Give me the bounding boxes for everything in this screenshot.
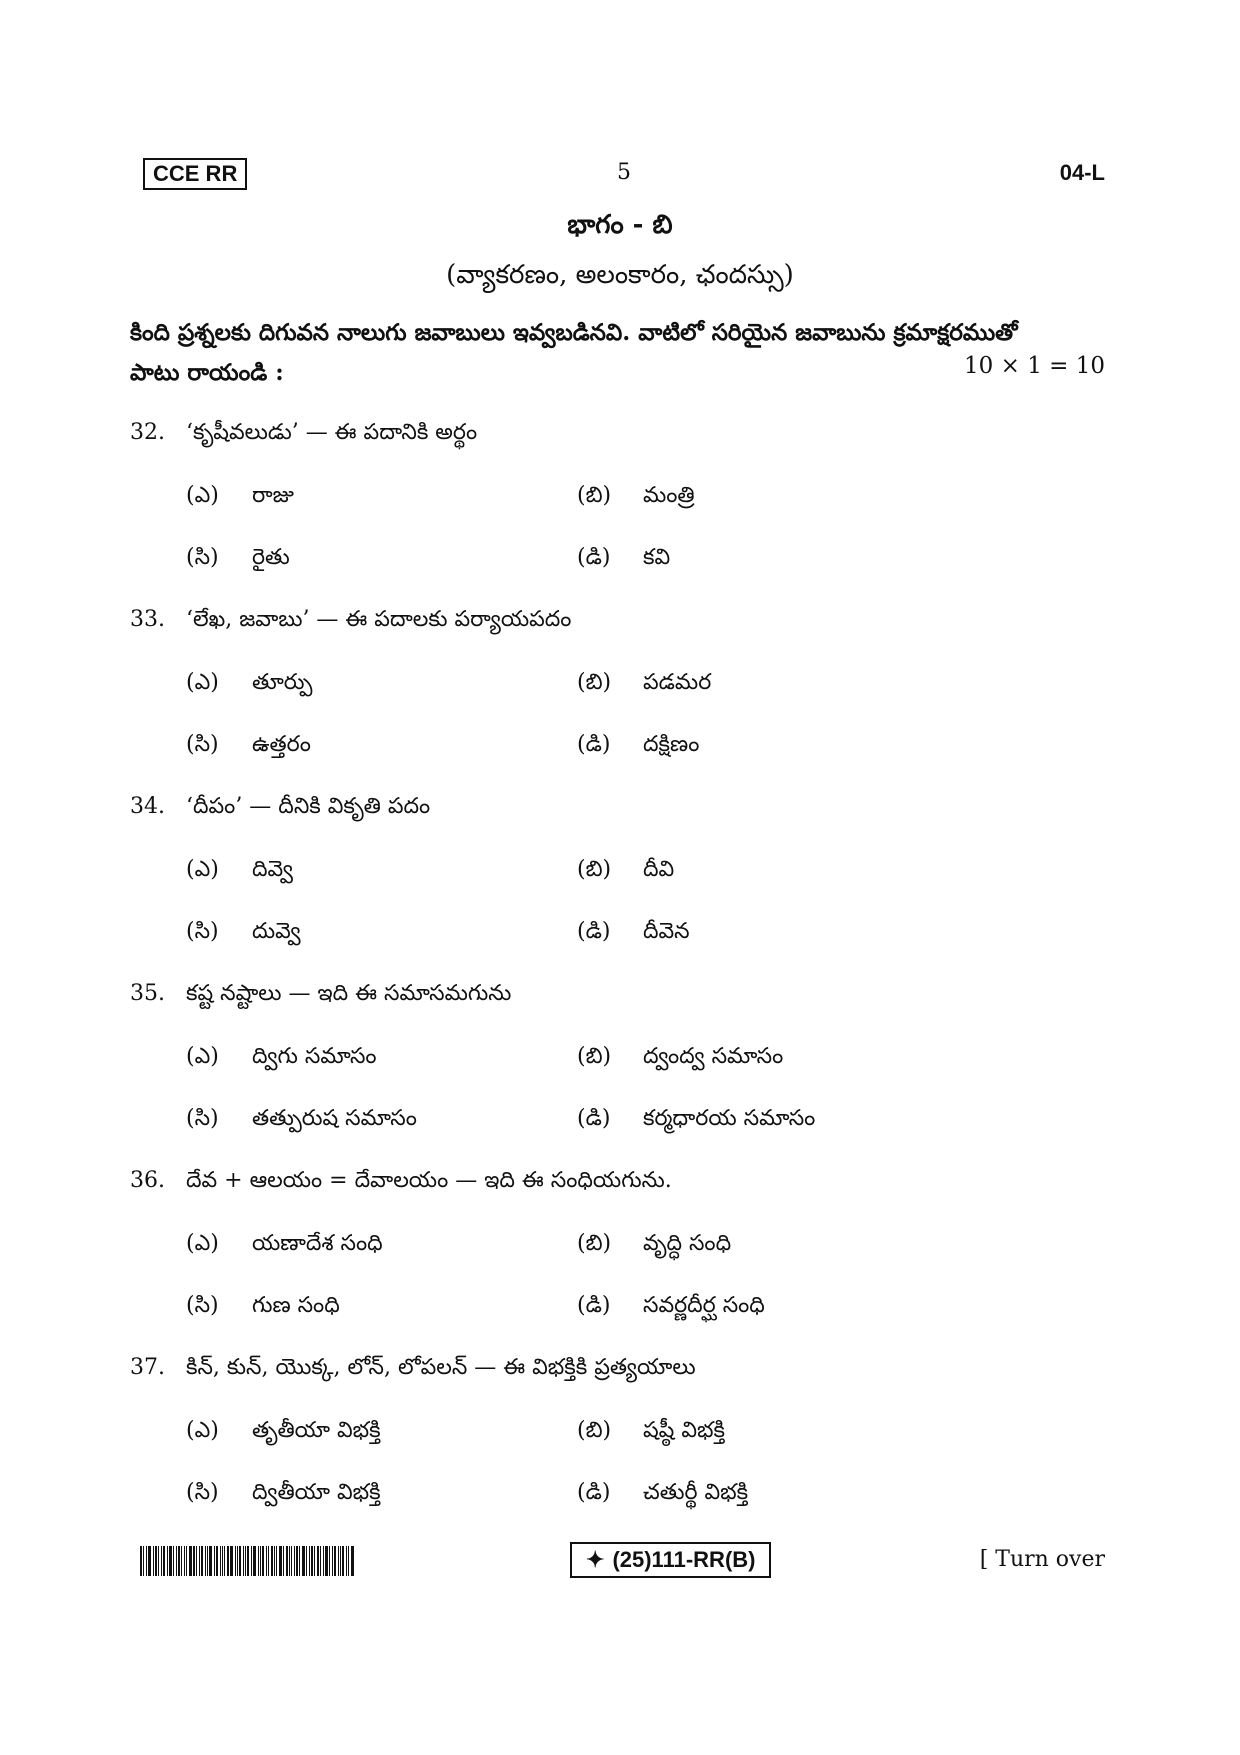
option-label: (బి) [577, 1418, 612, 1443]
question-text: కిన్, కున్, యొక్క, లోన్, లోపలన్ — ఈ విభక్తికి ప్రత్యయాలు [186, 1355, 696, 1380]
barcode-bar [245, 1546, 246, 1576]
barcode-bar [253, 1546, 256, 1576]
question-33 [130, 607, 1105, 794]
barcode-bar [283, 1546, 284, 1576]
exam-code-box: CCE RR [143, 158, 247, 190]
option-c [186, 1480, 381, 1510]
option-text: రాజు [252, 483, 294, 508]
star-icon: ✦ [586, 1547, 605, 1572]
option-label: (సి) [186, 1480, 219, 1505]
barcode-bar [167, 1546, 168, 1576]
page-number: 5 [617, 160, 631, 185]
option-label: (ఎ) [186, 1231, 219, 1256]
paper-code: 04-L [1059, 160, 1105, 185]
option-b [577, 1044, 783, 1074]
question-list [130, 420, 1105, 1542]
option-label: (సి) [186, 545, 219, 570]
barcode-bar [205, 1546, 206, 1576]
barcode-bar [320, 1546, 321, 1576]
section-title: భాగం - బి [567, 210, 673, 240]
option-text: దివ్వె [252, 857, 294, 882]
option-text: గుణ సంధి [252, 1293, 340, 1318]
option-label: (డి) [577, 545, 611, 570]
question-36 [130, 1168, 1105, 1355]
barcode-bar [332, 1546, 333, 1576]
barcode-bar [274, 1546, 275, 1576]
barcode-bar [148, 1546, 151, 1576]
option-c [186, 1106, 417, 1136]
barcode-bar [186, 1546, 187, 1576]
barcode-bar [340, 1546, 341, 1576]
instruction-line-1: కింది ప్రశ్నలకు దిగువన నాలుగు జవాబులు ఇవ్వబడినవి. వాటిలో సరియైన జవాబును క్రమాక్షరముతో [130, 319, 1018, 346]
option-b [577, 483, 695, 513]
question-32 [130, 420, 1105, 607]
option-text: పడమర [643, 670, 712, 695]
option-text: యణాదేశ సంధి [252, 1231, 383, 1256]
barcode-bar [294, 1546, 295, 1576]
barcode-bar [260, 1546, 261, 1576]
barcode-bar [178, 1546, 180, 1576]
option-text: కర్మధారయ సమాసం [643, 1106, 816, 1131]
option-text: చతుర్థీ విభక్తి [643, 1480, 749, 1505]
barcode-bar [276, 1546, 277, 1576]
barcode-bar [306, 1546, 307, 1576]
barcode-bar [268, 1546, 269, 1576]
option-label: (బి) [577, 1044, 612, 1069]
barcode-bar [207, 1546, 208, 1576]
marks-allocation: 10 × 1 = 10 [964, 353, 1105, 379]
barcode-bar [325, 1546, 328, 1576]
barcode-bar [311, 1546, 313, 1576]
option-label: (బి) [577, 670, 612, 695]
question-text: ‘కృషీవలుడు’ — ఈ పదానికి అర్థం [186, 420, 478, 445]
option-text: దీవెన [643, 919, 690, 944]
barcode-bar [169, 1546, 172, 1576]
page-footer [140, 1542, 1105, 1582]
barcode-bar [176, 1546, 177, 1576]
barcode-bar [189, 1546, 192, 1576]
barcode-bar [258, 1546, 259, 1576]
option-label: (బి) [577, 1231, 612, 1256]
option-label: (డి) [577, 732, 611, 757]
barcode-bar [299, 1546, 300, 1576]
question-text: ‘లేఖ, జవాబు’ — ఈ పదాలకు పర్యాయపదం [186, 607, 572, 632]
barcode-bar [163, 1546, 165, 1576]
question-number: 34. [130, 794, 165, 819]
option-a [186, 857, 293, 887]
question-text: కష్ట నష్టాలు — ఇది ఈ సమాసమగును [186, 981, 512, 1006]
option-text: ఉత్తరం [252, 732, 311, 757]
question-37 [130, 1355, 1105, 1542]
option-c [186, 919, 301, 949]
option-label: (సి) [186, 732, 219, 757]
barcode-bar [161, 1546, 162, 1576]
barcode-bar [153, 1546, 154, 1576]
option-text: ద్విగు సమాసం [252, 1044, 377, 1069]
instruction-line-2: పాటు రాయండి : [130, 359, 284, 386]
option-label: (సి) [186, 1293, 219, 1318]
barcode-bar [155, 1546, 157, 1576]
barcode-bar [342, 1546, 344, 1576]
option-text: ద్వితీయా విభక్తి [252, 1480, 381, 1505]
option-label: (డి) [577, 1480, 611, 1505]
barcode-bar [216, 1546, 218, 1576]
barcode [140, 1546, 376, 1576]
barcode-bar [247, 1546, 249, 1576]
barcode-bar [143, 1546, 144, 1576]
barcode-bar [227, 1546, 229, 1576]
barcode-bar [237, 1546, 238, 1576]
option-label: (సి) [186, 919, 219, 944]
option-text: దీవి [643, 857, 675, 882]
option-label: (ఎ) [186, 857, 219, 882]
barcode-bar [323, 1546, 324, 1576]
barcode-bar [296, 1546, 298, 1576]
barcode-bar [266, 1546, 267, 1576]
barcode-bar [158, 1546, 159, 1576]
option-label: (ఎ) [186, 670, 219, 695]
option-text: తూర్పు [252, 670, 313, 695]
instructions [130, 313, 1105, 393]
option-text: తత్పురుష సమాసం [252, 1106, 417, 1131]
option-a [186, 670, 312, 700]
option-d [577, 545, 670, 575]
barcode-bar [348, 1546, 349, 1576]
barcode-bar [220, 1546, 221, 1576]
series-code: (25)111-RR(B) [612, 1547, 756, 1572]
option-text: మంత్రి [643, 483, 695, 508]
option-d [577, 919, 690, 949]
barcode-bar [243, 1546, 244, 1576]
option-label: (ఎ) [186, 483, 219, 508]
option-d [577, 1106, 815, 1136]
option-text: దువ్వె [252, 919, 301, 944]
barcode-bar [289, 1546, 290, 1576]
option-label: (డి) [577, 1293, 611, 1318]
option-a [186, 1231, 383, 1261]
option-b [577, 1418, 725, 1448]
option-label: (సి) [186, 1106, 219, 1131]
barcode-bar [351, 1546, 354, 1576]
option-b [577, 857, 674, 887]
option-b [577, 1231, 731, 1261]
barcode-bar [201, 1546, 203, 1576]
option-a [186, 1044, 377, 1074]
option-label: (డి) [577, 919, 611, 944]
barcode-bar [146, 1546, 147, 1576]
option-label: (ఎ) [186, 1418, 219, 1443]
section-subtitle: (వ్యాకరణం, అలంకారం, ఛందస్సు) [446, 260, 794, 290]
barcode-bar [173, 1546, 174, 1576]
barcode-bar [224, 1546, 225, 1576]
option-text: తృతీయా విభక్తి [252, 1418, 381, 1443]
option-text: రైతు [252, 545, 290, 570]
barcode-bar [317, 1546, 319, 1576]
barcode-bar [235, 1546, 236, 1576]
option-label: (ఎ) [186, 1044, 219, 1069]
barcode-bar [181, 1546, 182, 1576]
barcode-bar [286, 1546, 288, 1576]
question-number: 37. [130, 1355, 165, 1380]
question-number: 33. [130, 607, 165, 632]
option-c [186, 1293, 340, 1323]
question-text: దేవ + ఆలయం = దేవాలయం — ఇది ఈ సంధియగును. [186, 1168, 672, 1193]
barcode-bar [279, 1546, 282, 1576]
option-text: షష్ఠీ విభక్తి [643, 1418, 725, 1443]
option-a [186, 1418, 381, 1448]
question-35 [130, 981, 1105, 1168]
barcode-bar [291, 1546, 292, 1576]
barcode-bar [222, 1546, 223, 1576]
option-label: (బి) [577, 857, 612, 882]
barcode-bar [230, 1546, 233, 1576]
option-d [577, 1480, 748, 1510]
option-label: (బి) [577, 483, 612, 508]
series-code-box [570, 1542, 771, 1578]
barcode-bar [184, 1546, 185, 1576]
barcode-bar [262, 1546, 264, 1576]
barcode-bar [346, 1546, 347, 1576]
barcode-bar [271, 1546, 273, 1576]
barcode-bar [251, 1546, 252, 1576]
option-a [186, 483, 294, 513]
turn-over-note: [ Turn over [979, 1547, 1105, 1572]
option-b [577, 670, 711, 700]
barcode-bar [196, 1546, 197, 1576]
option-d [577, 732, 699, 762]
barcode-bar [140, 1546, 142, 1576]
barcode-bar [199, 1546, 200, 1576]
option-text: దక్షిణం [643, 732, 700, 757]
barcode-bar [193, 1546, 195, 1576]
question-34 [130, 794, 1105, 981]
barcode-bar [214, 1546, 215, 1576]
barcode-bar [302, 1546, 305, 1576]
question-text: ‘దీపం’ — దీనికి వికృతి పదం [186, 794, 431, 819]
question-number: 32. [130, 420, 165, 445]
barcode-bar [209, 1546, 212, 1576]
barcode-bar [334, 1546, 336, 1576]
barcode-bar [329, 1546, 330, 1576]
option-c [186, 732, 311, 762]
question-number: 36. [130, 1168, 165, 1193]
barcode-bar [338, 1546, 339, 1576]
option-text: కవి [643, 545, 671, 570]
question-number: 35. [130, 981, 165, 1006]
option-label: (డి) [577, 1106, 611, 1131]
option-d [577, 1293, 765, 1323]
page-header [143, 158, 1105, 192]
barcode-bar [314, 1546, 315, 1576]
option-text: సవర్ణదీర్ఘ సంధి [643, 1293, 765, 1318]
barcode-bar [239, 1546, 241, 1576]
option-text: వృద్ధి సంధి [643, 1231, 732, 1256]
option-c [186, 545, 290, 575]
option-text: ద్వంద్వ సమాసం [643, 1044, 784, 1069]
barcode-bar [309, 1546, 310, 1576]
